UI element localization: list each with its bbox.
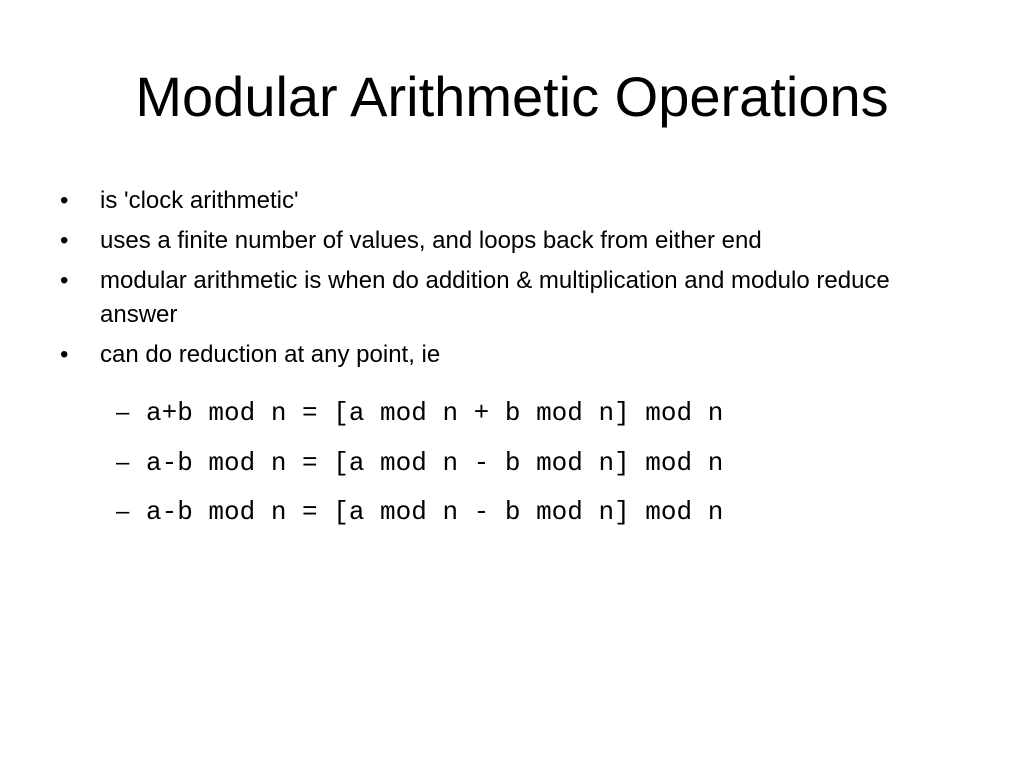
bullet-item	[0, 338, 1024, 372]
sub-bullet-marker: –	[116, 448, 130, 476]
bullet-marker: •	[60, 341, 69, 368]
bullet-item	[0, 184, 1024, 218]
bullet-marker: •	[60, 227, 69, 254]
bullet-text: modular arithmetic is when do addition & multiplication and modulo reduce answer	[100, 267, 890, 328]
sub-bullet-marker: –	[116, 498, 130, 525]
bullet-text: uses a finite number of values, and loops back from either end	[100, 227, 762, 254]
bullet-marker: •	[60, 187, 69, 214]
formula-item	[0, 492, 1024, 532]
bullet-text: can do reduction at any point, ie	[100, 341, 441, 368]
slide-title: Modular Arithmetic Operations	[135, 65, 889, 128]
bullet-item	[0, 224, 1024, 258]
formula-item	[0, 393, 1024, 433]
formula-text: a-b mod n = [a mod n - b mod n] mod n	[146, 447, 724, 478]
bullet-list	[0, 184, 1024, 378]
sub-bullet-marker: –	[116, 399, 130, 426]
formula-text: a+b mod n = [a mod n + b mod n] mod n	[146, 398, 724, 428]
formula-text: a-b mod n = [a mod n - b mod n] mod n	[146, 497, 724, 527]
formula-item	[0, 443, 1024, 483]
bullet-text: is 'clock arithmetic'	[100, 187, 299, 214]
bullet-marker: •	[60, 267, 69, 294]
formula-list	[0, 393, 1024, 542]
bullet-item	[0, 264, 1024, 332]
